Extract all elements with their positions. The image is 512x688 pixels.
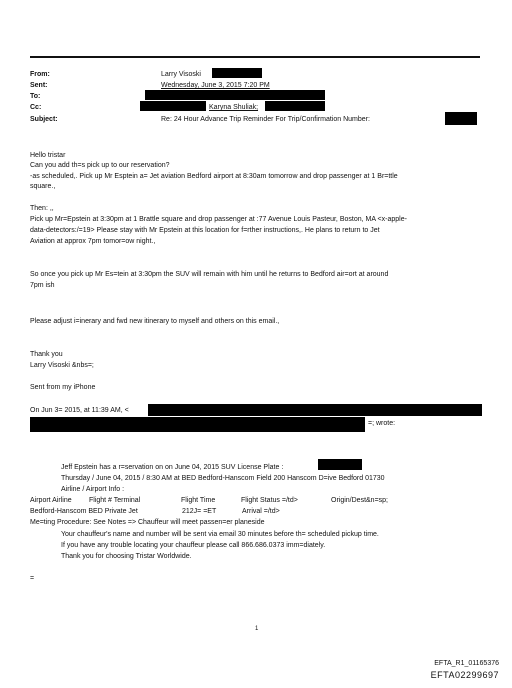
quote-wrote: =; wrote: — [368, 420, 396, 427]
to-label: To: — [30, 93, 41, 100]
sent-value: Wednesday, June 3, 2015 7:20 PM — [161, 82, 270, 89]
notice-line: If you have any trouble locating your chauffeur please call 866.686.0373 imm=diately. — [61, 542, 326, 549]
cc-value: Karyna Shuliak; — [209, 104, 259, 111]
redaction — [140, 101, 206, 111]
table-cell-airport-airline: Bedford-Hanscom BED Private Jet — [30, 508, 138, 515]
sent-label: Sent: — [30, 82, 48, 89]
table-header-flight-status: Flight Status =/td> — [241, 497, 298, 504]
body-line: data-detectors:/=19> Please stay with Mr Epstein at this location for f=rther instructions,. He plans to return to Jet — [30, 227, 380, 234]
redaction — [445, 112, 477, 125]
redaction — [145, 90, 325, 100]
table-header-origin-dest: Origin/Dest&n=sp; — [331, 497, 388, 504]
table-header-flight-time: Flight Time — [181, 497, 216, 504]
greeting: Hello tristar — [30, 152, 66, 159]
table-cell-flight-terminal: 212J= =ET — [182, 508, 217, 515]
redaction — [212, 68, 262, 78]
notice-line: Thank you for choosing Tristar Worldwide. — [61, 553, 192, 560]
bates-number-1: EFTA_R1_01165376 — [434, 660, 499, 667]
body-line: Please adjust i=inerary and fwd new itinerary to myself and others on this email., — [30, 318, 280, 325]
body-line: Can you add th=s pick up to our reservation? — [30, 162, 170, 169]
stray-mark: = — [30, 575, 35, 582]
meeting-procedure: Me=ting Procedure: See Notes => Chauffeur will meet passen=er planeside — [30, 519, 265, 526]
redaction — [265, 101, 325, 111]
body-line: -as scheduled,. Pick up Mr Esptein a= Jet aviation Bedford airport at 8:30am tomorrow and drop passenger at 1 Br=ttle — [30, 173, 398, 180]
quote-intro: On Jun 3= 2015, at 11:39 AM, < — [30, 407, 129, 414]
notice-line: Your chauffeur's name and number will be sent via email 30 minutes before th= scheduled pickup time. — [61, 531, 379, 538]
quoted-line: Thursday / June 04, 2015 / 8:30 AM at BED Bedford-Hanscom Field 200 Hanscom D=ive Bedford 01730 — [61, 475, 385, 482]
page-number: 1 — [255, 626, 259, 632]
body-line: So once you pick up Mr Es=tein at 3:30pm the SUV will remain with him until he returns to Bedford air=ort at around — [30, 271, 389, 278]
body-line: Pick up Mr=Epstein at 3:30pm at 1 Brattle square and drop passenger at :77 Avenue Louis Pasteur, Boston, MA <x-apple- — [30, 216, 407, 223]
body-line: square., — [30, 183, 56, 190]
sent-from: Sent from my iPhone — [30, 384, 96, 391]
body-line: 7pm ish — [30, 282, 55, 289]
subject-value: Re: 24 Hour Advance Trip Reminder For Trip/Confirmation Number: — [161, 116, 370, 123]
quoted-line: Jeff Epstein has a r=servation on on June 04, 2015 SUV License Plate : — [61, 464, 284, 471]
table-header-airport-airline: Airport Airline — [30, 497, 72, 504]
subject-label: Subject: — [30, 116, 58, 123]
from-value: Larry Visoski — [161, 71, 201, 78]
signature: Larry Visoski &nbs=; — [30, 362, 94, 369]
redaction — [30, 417, 365, 432]
bates-number-2: EFTA02299697 — [430, 670, 499, 680]
cc-label: Cc: — [30, 104, 42, 111]
redaction — [148, 404, 482, 416]
header-rule — [30, 56, 480, 58]
table-cell-arrival: Arrival =/td> — [242, 508, 280, 515]
table-header-flight-terminal: Flight # Terminal — [89, 497, 141, 504]
body-line: Aviation at approx 7pm tomor=ow night., — [30, 238, 156, 245]
redaction — [318, 459, 362, 470]
quoted-line: Airline / Airport Info : — [61, 486, 125, 493]
body-line: Then: ,, — [30, 205, 54, 212]
thanks: Thank you — [30, 351, 63, 358]
from-label: From: — [30, 71, 50, 78]
